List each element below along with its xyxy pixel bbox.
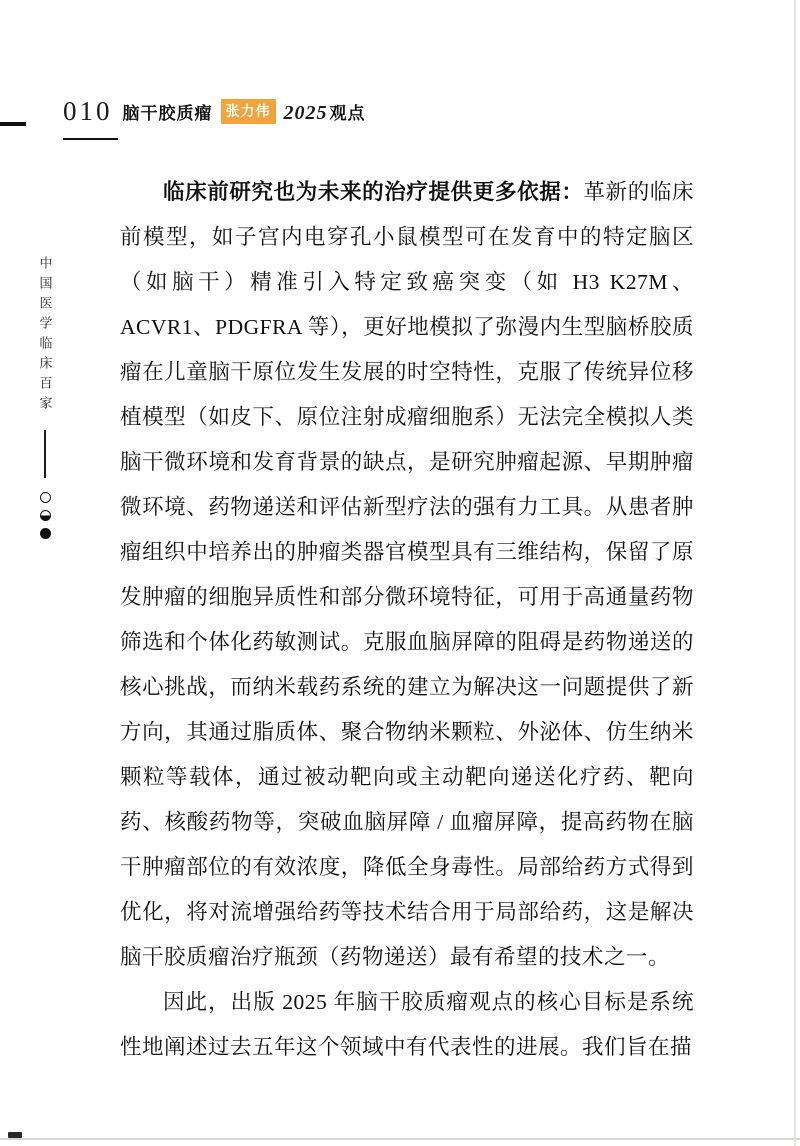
left-edge-mark [0, 122, 26, 126]
edition-label: 观点 [329, 103, 366, 123]
sidebar-symbols [40, 492, 51, 539]
series-title: 中国医学临床百家 [37, 256, 53, 416]
page-number: 010 [63, 96, 113, 126]
book-title: 脑干胶质瘤 [122, 104, 213, 123]
circle-filled-icon [40, 528, 51, 539]
paragraph [120, 980, 694, 1070]
author-badge: 张力伟 [221, 99, 276, 124]
scan-edge-bottom [0, 1138, 800, 1140]
paragraph [120, 170, 694, 980]
scan-corner-mark [8, 1132, 22, 1138]
sidebar [30, 256, 60, 539]
edition-year: 2025 [283, 101, 328, 124]
edition [284, 99, 366, 125]
paragraph-text: 革新的临床前模型，如子宫内电穿孔小鼠模型可在发育中的特定脑区（如脑干）精准引入特定致癌突变（如 H3 K27M、ACVR1、PDGFRA 等），更好地模拟了弥漫内生型脑桥胶质瘤在儿童脑干原位发生发展的时空特性，克服了传统异位移植模型（如皮下、原位注射成瘤细胞系）无法完全模拟人类脑干微环境和发育背景的缺点，是研究肿瘤起源、早期肿瘤微环境、药物递送和评估新型疗法的强有力工具。从患者肿瘤组织中培养出的肿瘤类器官模型具有三维结构，保留了原发肿瘤的细胞异质性和部分微环境特征，可用于高通量药物筛选和个体化药敏测试。克服血脑屏障的阻碍是药物递送的核心挑战，而纳米载药系统的建立为解决这一问题提供了新方向，其通过脂质体、聚合物纳米颗粒、外泌体、仿生纳米颗粒等载体，通过被动靶向或主动靶向递送化疗药、靶向药、核酸药物等，突破血脑屏障 / 血瘤屏障，提高药物在脑干肿瘤部位的有效浓度，降低全身毒性。局部给药方式得到优化，将对流增强给药等技术结合用于局部给药，这是解决脑干胶质瘤治疗瓶颈（药物递送）最有希望的技术之一。 [120, 180, 694, 969]
circle-outline-icon [40, 492, 51, 503]
page-header [63, 96, 366, 127]
paragraph-text: 因此，出版 2025 年脑干胶质瘤观点的核心目标是系统性地阐述过去五年这个领域中有代表性的进展。我们旨在描 [120, 990, 694, 1059]
page-content [120, 170, 694, 1070]
page-number-rule [63, 138, 118, 140]
sidebar-divider [44, 430, 46, 478]
circle-half-filled-icon [40, 510, 51, 521]
paragraph-lead: 临床前研究也为未来的治疗提供更多依据： [163, 180, 584, 204]
scan-edge-right [794, 0, 796, 1146]
